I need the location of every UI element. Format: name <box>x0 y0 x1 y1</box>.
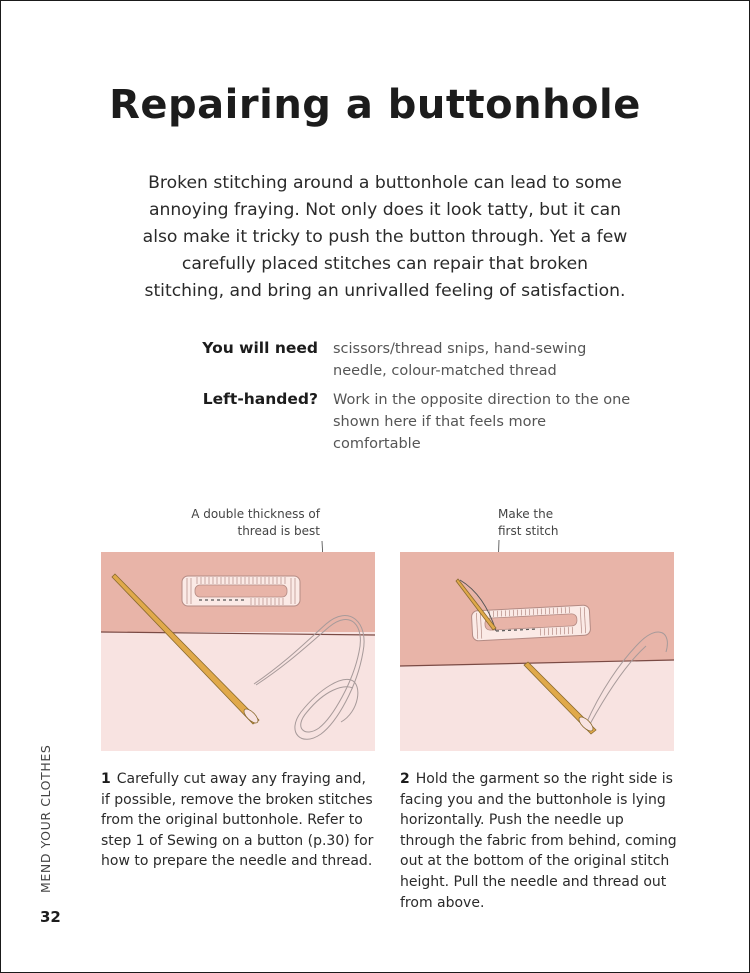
section-side-label: MEND YOUR CLOTHES <box>38 744 53 893</box>
page-title: Repairing a buttonhole <box>109 82 641 128</box>
left-handed-label: Left-handed? <box>202 390 318 408</box>
step-1-body: Carefully cut away any fraying and, if possible, remove the broken stitches from the original buttonhole. Refer to step 1 of Sewing on a button (p.30) for how to prepare the needle and thread. <box>101 771 374 870</box>
annotation-first-stitch: Make the first stitch <box>498 507 559 538</box>
left-handed-text: Work in the opposite direction to the one shown here if that feels more comfortable <box>333 392 631 452</box>
step-1-illustration <box>101 552 375 751</box>
intro-paragraph: Broken stitching around a buttonhole can lead to some annoying fraying. Not only does it look tatty, but it can also make it tricky to push the button through. Yet a few carefully placed stitches can repair that broken stitching, and bring an unrivalled feeling of satisfaction. <box>142 173 628 301</box>
you-will-need-text: scissors/thread snips, hand-sewing needle, colour-matched thread <box>333 341 587 379</box>
buttonhole <box>182 576 300 606</box>
step-2-text <box>400 769 678 913</box>
page-number: 32 <box>40 908 61 926</box>
step-2-body: Hold the garment so the right side is facing you and the buttonhole is lying horizontally. Push the needle up through the fabric from behind, coming out at the bottom of the original stitch height. Pull the needle and thread out from above. <box>400 771 677 911</box>
step-1-text <box>101 769 379 872</box>
step-1-number: 1 <box>101 771 111 787</box>
step-2-number: 2 <box>400 771 410 787</box>
step-2-illustration <box>400 552 674 751</box>
annotation-double-thread: A double thickness of thread is best <box>191 507 320 538</box>
you-will-need-label: You will need <box>202 339 318 357</box>
